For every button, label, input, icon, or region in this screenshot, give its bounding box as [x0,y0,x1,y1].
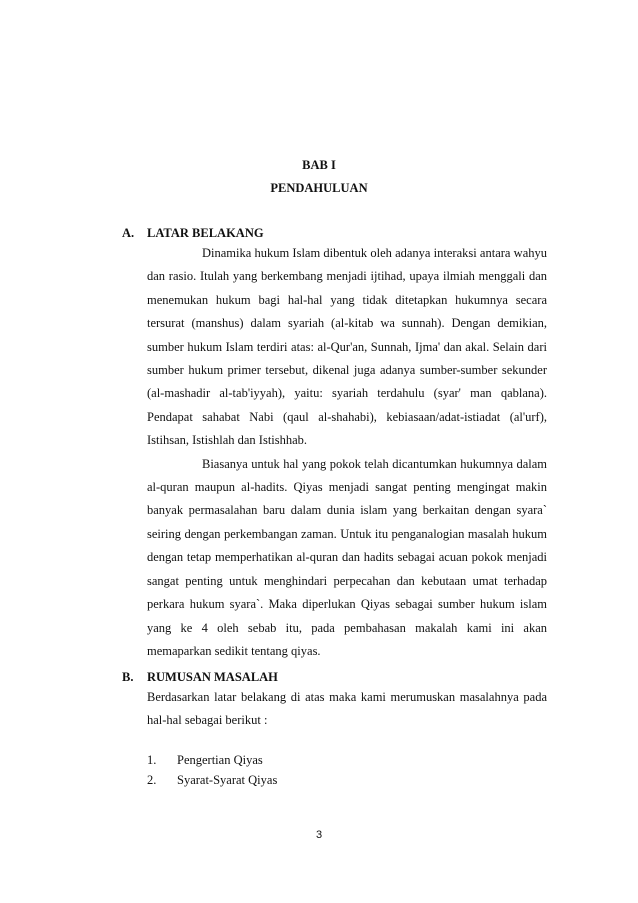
chapter-number: BAB I [302,158,336,172]
list-item-number: 2. [147,773,157,787]
paragraph: Berdasarkan latar belakang di atas maka kami merumuskan masalahnya pada hal-hal sebagai berikut : [147,690,547,728]
page-number: 3 [315,829,323,841]
section-a-body [147,242,547,663]
chapter-title: PENDAHULUAN [270,181,368,195]
list-item [147,770,277,790]
section-b-title: RUMUSAN MASALAH [147,670,278,684]
paragraph: Biasanya untuk hal yang pokok telah dicantumkan hukumnya dalam al-quran maupun al-hadits. Qiyas menjadi sangat penting mengingat makin banyak permasalahan baru dalam dunia islam yang berkaitan dengan syara` seiring dengan perkembangan zaman. Untuk itu penganalogian masalah hukum dengan tetap memperhatikan al-quran dan hadits sebagai acuan pokok menjadi sangat penting untuk menghindari perpecahan dan kebutaan umat terhadap perkara hukum syara`. Maka diperlukan Qiyas sebagai sumber hukum islam yang ke 4 oleh sebab itu, pada pembahasan makalah kami ini akan memaparkan sedikit tentang qiyas. [147,456,547,658]
list-item [147,750,277,770]
section-a-title: LATAR BELAKANG [147,226,264,240]
section-b-intro [147,686,547,733]
list-item-text: Pengertian Qiyas [177,753,263,767]
list-item-text: Syarat-Syarat Qiyas [177,773,278,787]
list-item-number: 1. [147,753,157,767]
section-b-letter: B. [122,670,134,684]
paragraph: Dinamika hukum Islam dibentuk oleh adanya interaksi antara wahyu dan rasio. Itulah yang berkembang menjadi ijtihad, upaya ilmiah menggali dan menemukan hukum bagi hal-hal yang tidak ditetapkan hukumnya secara tersurat (manshus) dalam syariah (al-kitab wa sunnah). Dengan demikian, sumber hukum Islam terdiri atas: al-Qur'an, Sunnah, Ijma' dan akal. Selain dari sumber hukum primer tersebut, dikenal juga adanya sumber-sumber sekunder (al-mashadir al-tab'iyyah), yaitu: syariah terdahulu (syar' man qablana). Pendapat sahabat Nabi (qaul al-shahabi), kebiasaan/adat-istiadat (al'urf), Istihsan, Istishlah dan Istishhab. [147,246,547,448]
problem-list [147,750,277,790]
section-a-letter: A. [122,226,135,240]
